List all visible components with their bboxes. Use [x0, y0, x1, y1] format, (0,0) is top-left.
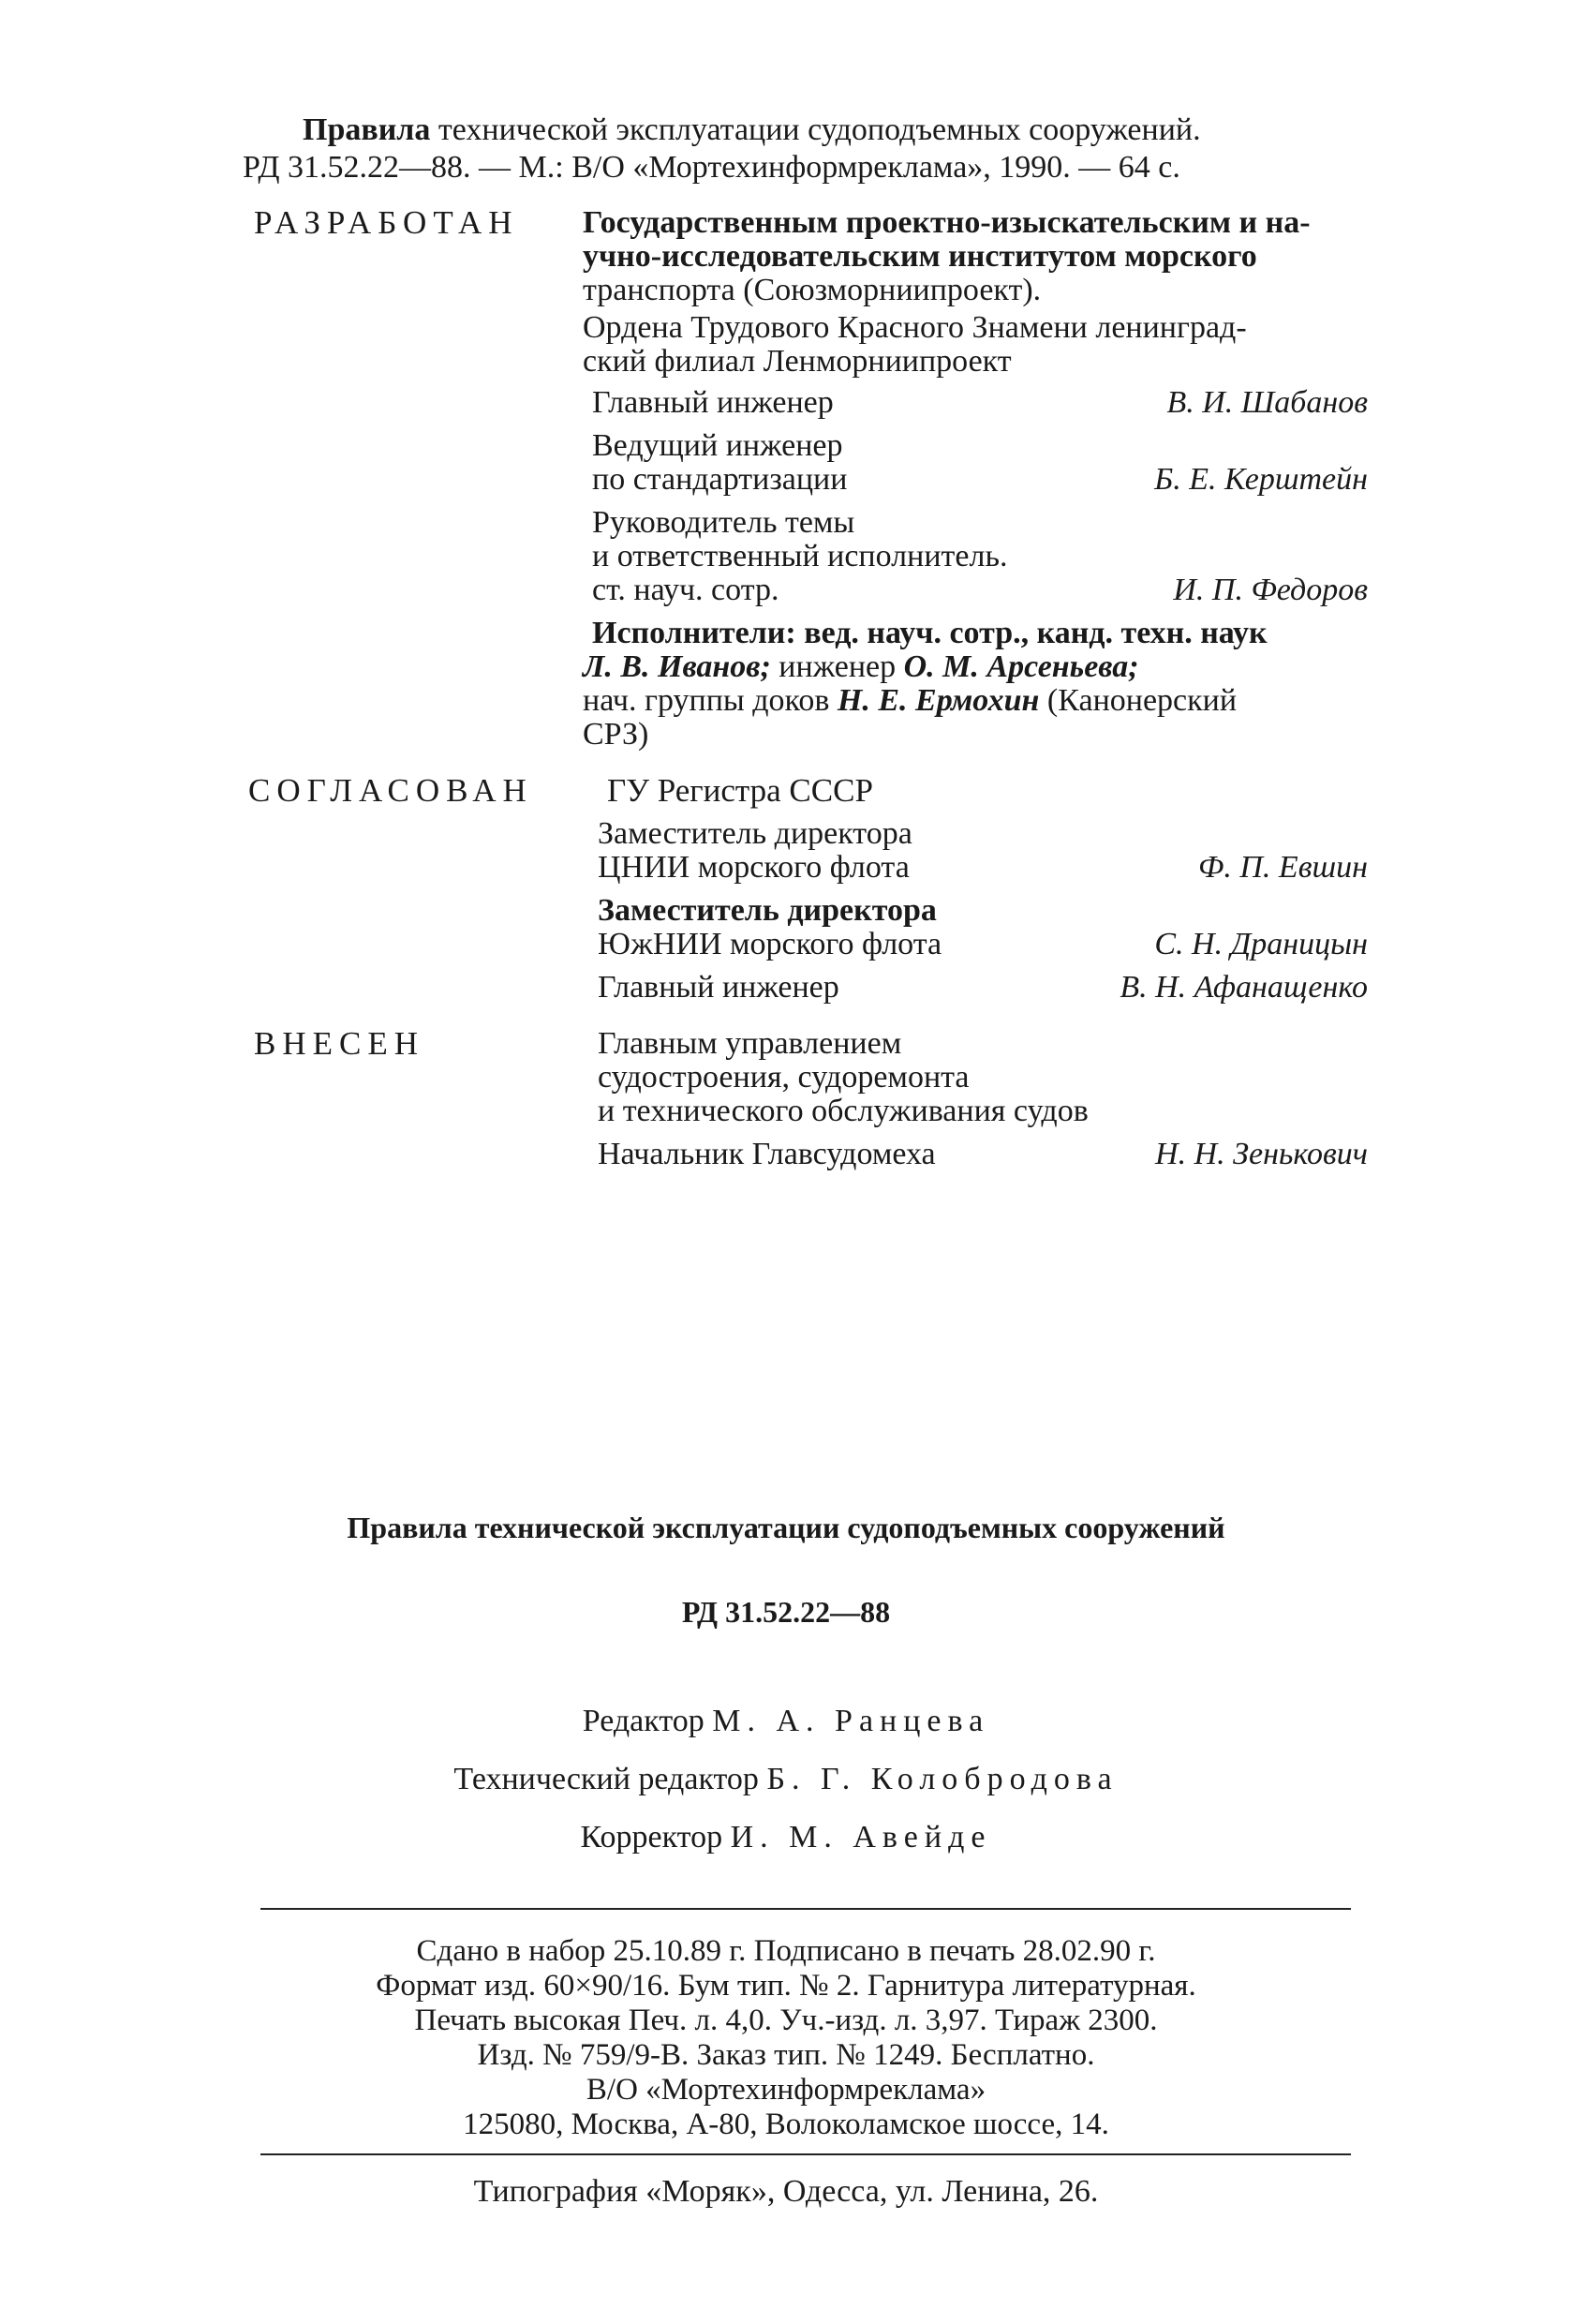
executors-line-4: СРЗ) [583, 717, 649, 752]
header-title-bold: Правила [303, 112, 431, 147]
executor-name: Л. В. Иванов; [583, 649, 771, 684]
introduced-role: Начальник Главсудомеха [598, 1137, 936, 1171]
developer-role: ст. науч. сотр. [592, 573, 779, 607]
agreed-role: ЮжНИИ морского флота [598, 927, 942, 961]
developed-label: РАЗРАБОТАН [254, 204, 519, 241]
imprint-title: Правила технической эксплуатации судоподъемных сооружений [347, 1511, 1225, 1544]
developer-role: Ведущий инженер [592, 428, 843, 463]
imprint-detail-line: Изд. № 759/9-В. Заказ тип. № 1249. Бесплатно. [477, 2038, 1095, 2072]
developed-branch-line-2: ский филиал Ленморниипроект [583, 344, 1012, 379]
developed-org-line-1: Государственным проектно-изыскательским и на- [583, 205, 1311, 240]
introduced-label: ВНЕСЕН [254, 1025, 424, 1062]
editor-name: М. А. Ранцева [712, 1704, 990, 1738]
imprint-detail-line: Печать высокая Печ. л. 4,0. Уч.-изд. л. 3,97. Тираж 2300. [414, 2004, 1158, 2037]
header-line-1 [303, 112, 1201, 148]
developer-name: И. П. Федоров [1173, 573, 1368, 607]
corrector-credit [0, 1820, 1572, 1855]
introduced-line-2: судостроения, судоремонта [598, 1060, 970, 1095]
developed-org-line-3: транспорта (Союзморниипроект). [583, 273, 1042, 307]
developer-role: по стандартизации [592, 462, 848, 497]
imprint-top-rule [260, 1908, 1351, 1910]
corrector-name: И. М. Авейде [730, 1820, 992, 1855]
imprint-detail-line: 125080, Москва, А-80, Волоколамское шоссе, 14. [463, 2108, 1109, 2141]
imprint-detail-line: Сдано в набор 25.10.89 г. Подписано в печать 28.02.90 г. [416, 1934, 1156, 1968]
agreed-org: ГУ Регистра СССР [607, 772, 873, 809]
editor-credit [0, 1704, 1572, 1739]
developer-name: Б. Е. Керштейн [1154, 462, 1368, 497]
developer-role: Главный инженер [592, 385, 834, 420]
introduced-name: Н. Н. Зенькович [1155, 1137, 1368, 1171]
tech-editor-credit [0, 1762, 1572, 1797]
developer-role: Руководитель темы [592, 505, 855, 540]
executors-line-3 [583, 684, 1237, 718]
executors-line-2 [583, 650, 1139, 684]
executor-role: нач. группы доков [583, 683, 838, 718]
header-title-rest: технической эксплуатации судоподъемных сооружений. [430, 112, 1201, 147]
introduced-line-3: и технического обслуживания судов [598, 1094, 1089, 1128]
agreed-name: Ф. П. Евшин [1198, 850, 1368, 885]
printer-line: Типография «Моряк», Одесса, ул. Ленина, 26. [473, 2174, 1099, 2209]
tech-editor-role: Технический редактор [453, 1762, 759, 1796]
developer-name: В. И. Шабанов [1166, 385, 1368, 420]
agreed-role: Главный инженер [598, 970, 839, 1005]
tech-editor-name: Б. Г. Колобродова [766, 1762, 1119, 1796]
agreed-name: В. Н. Афанащенко [1120, 970, 1368, 1005]
imprint-detail-line: Формат изд. 60×90/16. Бум тип. № 2. Гарнитура литературная. [376, 1969, 1196, 2003]
header-line-2: РД 31.52.22—88. — М.: В/О «Мортехинформреклама», 1990. — 64 с. [243, 150, 1180, 185]
agreed-role: ЦНИИ морского флота [598, 850, 910, 885]
developed-branch-line-1: Ордена Трудового Красного Знамени ленинград- [583, 310, 1247, 345]
imprint-doc-id: РД 31.52.22—88 [681, 1595, 891, 1629]
agreed-role: Заместитель директора [598, 816, 912, 851]
executor-role: инженер [770, 649, 904, 684]
corrector-role: Корректор [580, 1820, 723, 1855]
executor-name: Н. Е. Ермохин [837, 683, 1040, 718]
executor-note: (Канонерский [1039, 683, 1238, 718]
imprint-detail-line: В/О «Мортехинформреклама» [586, 2073, 986, 2107]
executor-name: О. М. Арсеньева; [903, 649, 1139, 684]
developer-role: и ответственный исполнитель. [592, 539, 1008, 574]
editor-role: Редактор [582, 1704, 704, 1738]
imprint-bottom-rule [260, 2153, 1351, 2155]
developed-org-line-2: учно-исследовательским институтом морского [583, 239, 1257, 274]
executors-line-1: Исполнители: вед. науч. сотр., канд. техн. наук [592, 616, 1268, 650]
agreed-name: С. Н. Драницын [1154, 927, 1368, 961]
agreed-label: СОГЛАСОВАН [248, 772, 533, 809]
introduced-line-1: Главным управлением [598, 1026, 902, 1061]
agreed-role: Заместитель директора [598, 893, 937, 928]
